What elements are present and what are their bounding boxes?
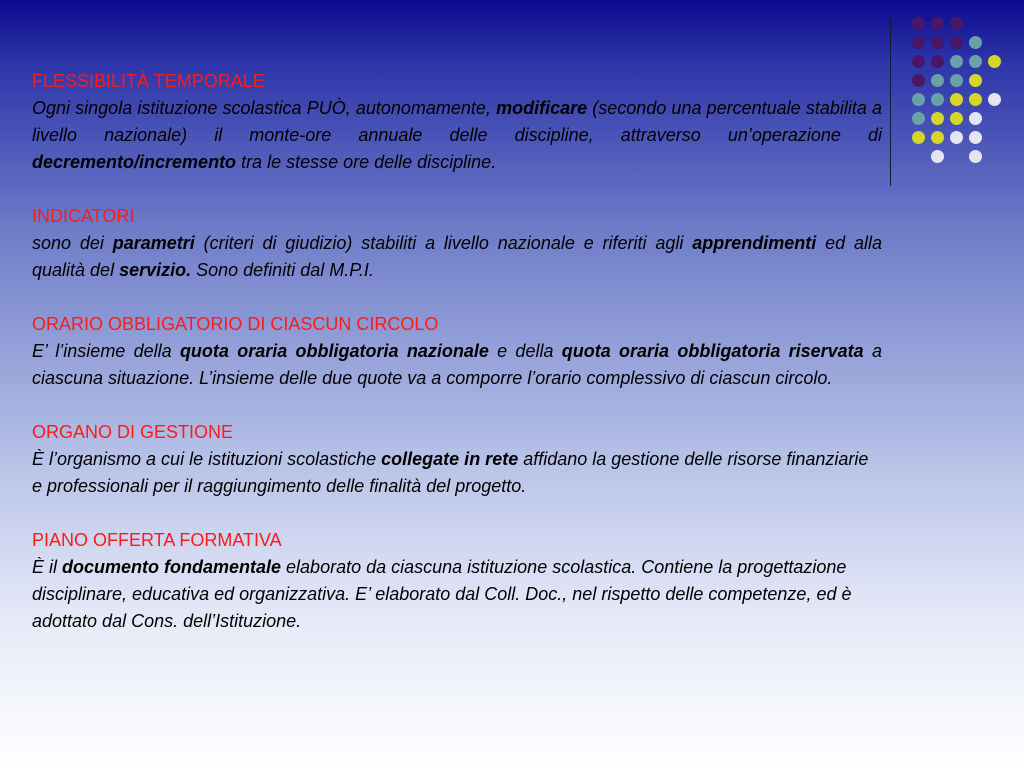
bold-term: collegate in rete bbox=[381, 449, 519, 469]
dot-teal bbox=[950, 55, 963, 68]
section-heading: PIANO OFFERTA FORMATIVA bbox=[32, 530, 282, 550]
dot-teal bbox=[931, 93, 944, 106]
section bbox=[32, 419, 882, 500]
decorative-dot-grid bbox=[912, 17, 1012, 167]
dot-yellow bbox=[912, 131, 925, 144]
text-run: È il bbox=[32, 557, 63, 577]
dot-purple bbox=[931, 55, 944, 68]
dot-teal bbox=[912, 112, 925, 125]
dot-white bbox=[969, 112, 982, 125]
dot-purple bbox=[950, 17, 963, 30]
bold-term: quota oraria obbligatoria riservata bbox=[561, 341, 864, 361]
dot-teal bbox=[950, 74, 963, 87]
section-paragraph bbox=[32, 95, 882, 176]
dot-purple bbox=[931, 17, 944, 30]
section-paragraph bbox=[32, 338, 882, 392]
dot-teal bbox=[912, 93, 925, 106]
section-heading: INDICATORI bbox=[32, 206, 135, 226]
slide-body bbox=[32, 68, 882, 662]
dot-purple bbox=[912, 55, 925, 68]
dot-teal bbox=[969, 36, 982, 49]
dot-white bbox=[988, 93, 1001, 106]
dot-purple bbox=[950, 36, 963, 49]
bold-term: quota oraria obbligatoria nazionale bbox=[179, 341, 489, 361]
bold-term: decremento/incremento bbox=[32, 152, 237, 172]
text-run: elaborato da ciascuna istituzione scolastica. Contiene la progettazione disciplinare, educativa ed organizzativa. E’ elaborato dal Coll. Doc., nel rispetto delle competenze, ed è adottato dal Cons. dell’Istituzione. bbox=[32, 557, 852, 631]
dot-yellow bbox=[988, 55, 1001, 68]
dot-yellow bbox=[950, 93, 963, 106]
text-run: sono dei bbox=[32, 233, 113, 253]
text-run: (secondo una percentuale stabilita a livello nazionale) il monte-ore annuale delle discipline, attraverso un’operazione di bbox=[32, 98, 882, 145]
section bbox=[32, 203, 882, 284]
decorative-vertical-line bbox=[890, 18, 891, 186]
text-run: a ciascuna situazione. L’insieme delle due quote va a comporre l’orario complessivo di ciascun circolo. bbox=[32, 341, 883, 388]
bold-term: parametri bbox=[112, 233, 195, 253]
section-paragraph bbox=[32, 554, 882, 635]
dot-purple bbox=[912, 36, 925, 49]
bold-term: apprendimenti bbox=[692, 233, 817, 253]
bold-term: servizio. bbox=[119, 260, 192, 280]
text-run: È l’organismo a cui le istituzioni scolastiche bbox=[32, 449, 382, 469]
text-run: Sono definiti dal M.P.I. bbox=[191, 260, 374, 280]
section-paragraph bbox=[32, 230, 882, 284]
dot-white bbox=[950, 131, 963, 144]
text-run: ed alla qualità del bbox=[32, 233, 883, 280]
dot-purple bbox=[912, 74, 925, 87]
bold-term: modificare bbox=[496, 98, 588, 118]
dot-teal bbox=[969, 55, 982, 68]
dot-yellow bbox=[931, 112, 944, 125]
text-run: (criteri di giudizio) stabiliti a livello nazionale e riferiti agli bbox=[194, 233, 693, 253]
dot-yellow bbox=[931, 131, 944, 144]
section-paragraph bbox=[32, 446, 882, 500]
bold-term: documento fondamentale bbox=[62, 557, 282, 577]
dot-purple bbox=[912, 17, 925, 30]
text-run: Ogni singola istituzione scolastica PUÒ, autonomamente, bbox=[32, 98, 497, 118]
dot-teal bbox=[931, 74, 944, 87]
section-heading: ORGANO DI GESTIONE bbox=[32, 422, 234, 442]
dot-purple bbox=[931, 36, 944, 49]
dot-white bbox=[931, 150, 944, 163]
dot-yellow bbox=[969, 74, 982, 87]
section-heading: ORARIO OBBLIGATORIO DI CIASCUN CIRCOLO bbox=[32, 314, 439, 334]
dot-white bbox=[969, 131, 982, 144]
section-heading: FLESSIBILITÀ TEMPORALE bbox=[32, 71, 265, 91]
section bbox=[32, 68, 882, 176]
text-run: affidano la gestione delle risorse finanziarie e professionali per il raggiungimento delle finalità del progetto. bbox=[32, 449, 869, 496]
dot-yellow bbox=[969, 93, 982, 106]
section bbox=[32, 311, 882, 392]
text-run: tra le stesse ore delle discipline. bbox=[236, 152, 497, 172]
dot-yellow bbox=[950, 112, 963, 125]
dot-white bbox=[969, 150, 982, 163]
text-run: E’ l’insieme della bbox=[32, 341, 180, 361]
section bbox=[32, 527, 882, 635]
text-run: e della bbox=[488, 341, 562, 361]
